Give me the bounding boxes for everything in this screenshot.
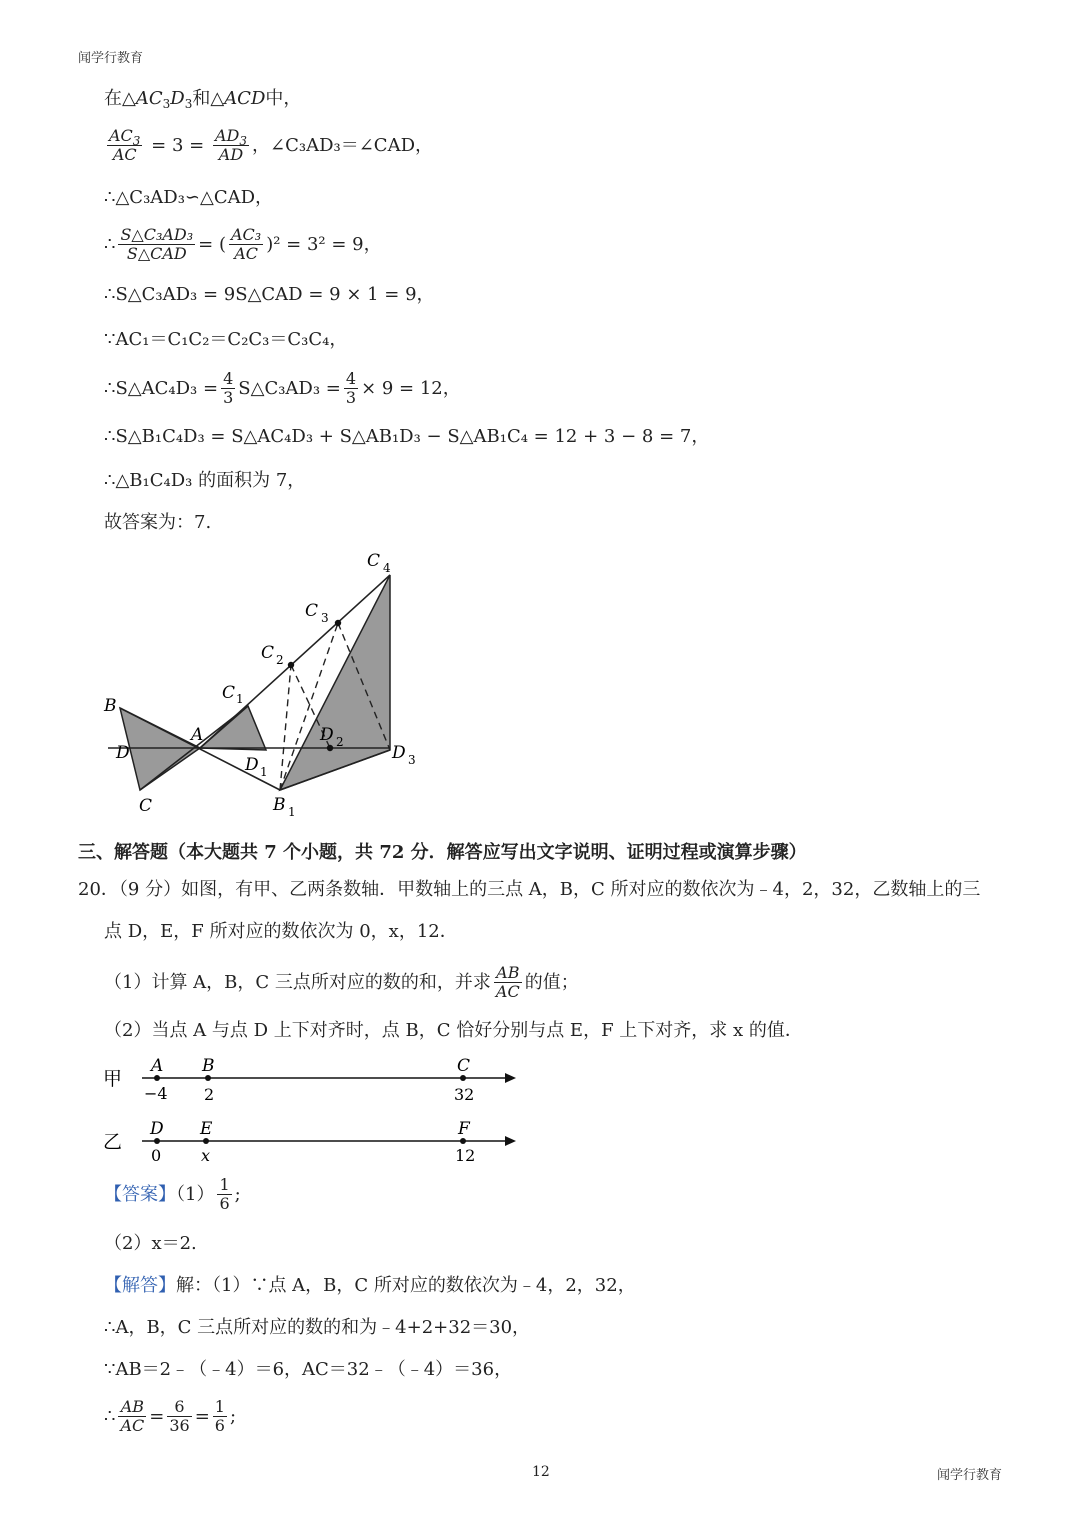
shaded-triangle-abc (120, 708, 200, 790)
solution-line-2: $\frac{AC_3}{AC}$ = 3 = $\frac{AD_3}{AD}$ ，∠C₃AD₃＝∠CAD， (109, 126, 434, 165)
yi-value-d: 0 (151, 1146, 162, 1165)
yi-value-e: x (201, 1146, 211, 1165)
label-d1-sub: 1 (260, 765, 268, 779)
label-b: B (104, 696, 117, 716)
point-c3 (335, 620, 341, 626)
solution-20-line-4: ∴ $\frac{AB}{AC}$ = $\frac{6}{36}$ = $\frac{1}{6}$ ; (104, 1397, 237, 1436)
solution-tag: 【解答】 (104, 1275, 176, 1296)
solution-20-line-3: ∵AB＝2﹣（﹣4）＝6，AC＝32﹣（﹣4）＝36， (104, 1359, 513, 1380)
jia-value-c: 32 (454, 1085, 475, 1104)
yi-label-f: F (458, 1119, 470, 1139)
label-c2: C (261, 643, 275, 663)
yi-label-e: E (200, 1119, 213, 1139)
jia-label: 甲 (103, 1068, 123, 1090)
label-c3-sub: 3 (321, 611, 329, 625)
label-d3-sub: 3 (408, 753, 416, 767)
label-c3: C (305, 601, 319, 621)
solution-line-10: 故答案为：7. (104, 512, 212, 533)
number-lines-figure (95, 1050, 525, 1175)
label-d2-sub: 2 (336, 735, 344, 749)
point-c2 (288, 662, 294, 668)
solution-line-5: ∴S△C₃AD₃ = 9S△CAD = 9 × 1 = 9， (104, 284, 435, 305)
header-brand: 闻学行教育 (78, 51, 144, 66)
jia-value-a: −4 (144, 1084, 168, 1103)
label-a: A (191, 725, 204, 745)
shaded-triangle-ac1d1 (200, 706, 266, 750)
point-d2 (327, 745, 333, 751)
problem-20-line-2: 点 D，E，F 所对应的数依次为 0，x，12． (104, 921, 458, 942)
label-c: C (139, 796, 153, 816)
solution-line-8: ∴S△B₁C₄D₃ = S△AC₄D₃ + S△AB₁D₃ − S△AB₁C₄ = 12 + 3 − 8 = 7， (104, 426, 710, 447)
jia-label-a: A (151, 1056, 164, 1076)
jia-value-b: 2 (204, 1085, 215, 1104)
solution-line-4: ∴ $\frac{\text{S△C₃AD₃}}{\text{S△CAD}}$ = ( $\frac{\text{AC₃}}{AC}$ )² = 3² = 9， (104, 225, 382, 264)
label-d: D (116, 743, 130, 763)
label-c4: C (367, 551, 381, 571)
solution-line-3: ∴△C₃AD₃∽△CAD， (104, 187, 274, 208)
problem-20-line-1: 20．（9 分）如图，有甲、乙两条数轴．甲数轴上的三点 A，B，C 所对应的数依次为﹣4，2，32，乙数轴上的三 (78, 879, 981, 900)
label-d2: D (320, 725, 334, 745)
yi-value-f: 12 (455, 1146, 476, 1165)
page-number: 12 (532, 1464, 550, 1480)
section-title: 三、解答题（本大题共 7 个小题，共 72 分．解答应写出文字说明、证明过程或演算步骤） (78, 842, 807, 863)
jia-arrow (505, 1073, 516, 1083)
yi-label: 乙 (103, 1131, 123, 1153)
answer-line-2: （2）x＝2. (104, 1233, 197, 1254)
solution-line-6: ∵AC₁＝C₁C₂＝C₂C₃＝C₃C₄， (104, 329, 348, 350)
label-b1: B (273, 795, 286, 815)
solution-20-line-2: ∴A，B，C 三点所对应的数的和为﹣4+2+32＝30， (104, 1317, 531, 1338)
label-c4-sub: 4 (383, 561, 391, 575)
yi-arrow (505, 1136, 516, 1146)
geometry-figure (95, 545, 435, 825)
solution-line-9: ∴△B₁C₄D₃ 的面积为 7， (104, 470, 306, 491)
label-c1: C (222, 683, 236, 703)
footer-brand: 闻学行教育 (937, 1468, 1003, 1483)
answer-tag: 【答案】 (104, 1183, 176, 1205)
solution-line-7: ∴S△AC₄D₃ = $\frac{4}{3}$ S△C₃AD₃ = $\frac{4}{3}$ × 9 = 12， (104, 369, 461, 408)
problem-20-q2: （2）当点 A 与点 D 上下对齐时，点 B，C 恰好分别与点 E，F 上下对齐，求 x 的值． (104, 1020, 803, 1041)
solution-20-line-1: 【解答】解：（1）∵点 A，B，C 所对应的数依次为﹣4，2，32， (104, 1275, 636, 1296)
jia-label-b: B (202, 1056, 215, 1076)
yi-label-d: D (150, 1119, 164, 1139)
label-c2-sub: 2 (276, 653, 284, 667)
label-d3: D (392, 743, 406, 763)
label-b1-sub: 1 (288, 805, 296, 819)
jia-label-c: C (457, 1056, 471, 1076)
solution-line-1: 在$\triangle AC_3D_3$和△ACD中， (104, 88, 302, 111)
label-c1-sub: 1 (236, 692, 244, 706)
label-d1: D (245, 755, 259, 775)
shaded-triangle-b1c4d3 (280, 575, 390, 790)
answer-line-1: 【答案】（1） $\frac{1}{6}$ ; (104, 1175, 241, 1214)
problem-20-q1: （1）计算 A，B，C 三点所对应的数的和，并求 $\frac{AB}{AC}$ 的值； (104, 963, 579, 1002)
